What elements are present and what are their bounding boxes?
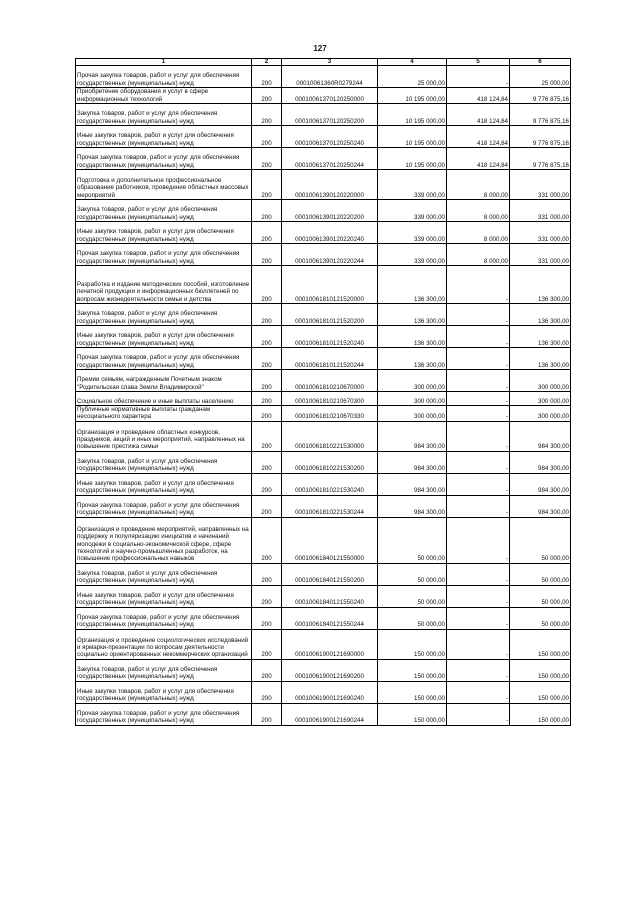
row-remaining-amount: 50 000,00 (510, 563, 571, 585)
row-code: 200 (252, 304, 282, 326)
row-code: 200 (252, 348, 282, 370)
table-row (76, 348, 571, 370)
row-plan-amount: 50 000,00 (378, 563, 447, 585)
row-plan-amount: 339 000,00 (378, 170, 447, 200)
row-remaining-amount: 984 300,00 (510, 451, 571, 473)
row-name: Иные закупки товаров, работ и услуг для обеспечения государственных (муниципальных) нужд (76, 473, 252, 495)
column-header: 3 (282, 59, 378, 66)
row-code: 200 (252, 659, 282, 681)
row-code: 200 (252, 563, 282, 585)
row-executed-amount: - (447, 585, 510, 607)
column-header: 1 (76, 59, 252, 66)
row-remaining-amount: 50 000,00 (510, 517, 571, 563)
row-remaining-amount: 136 300,00 (510, 326, 571, 348)
row-remaining-amount: 136 300,00 (510, 304, 571, 326)
row-kbk: 00010061370120250200 (282, 104, 378, 126)
row-code: 200 (252, 126, 282, 148)
row-name: Организация и проведение областных конкурсов, праздников, акций и иных мероприятий, направленных на повышение престижа семьи (76, 421, 252, 451)
row-kbk: 00010061810210670330 (282, 406, 378, 422)
table-row (76, 104, 571, 126)
row-executed-amount: 8 000,00 (447, 200, 510, 222)
row-remaining-amount: 25 000,00 (510, 66, 571, 88)
table-row (76, 421, 571, 451)
row-name: Иные закупки товаров, работ и услуг для обеспечения государственных (муниципальных) нужд (76, 326, 252, 348)
row-plan-amount: 300 000,00 (378, 370, 447, 392)
row-code: 200 (252, 607, 282, 629)
table-row (76, 244, 571, 266)
row-kbk: 00010061900121690000 (282, 629, 378, 659)
row-code: 200 (252, 473, 282, 495)
row-code: 200 (252, 451, 282, 473)
row-remaining-amount: 984 300,00 (510, 421, 571, 451)
row-remaining-amount: 50 000,00 (510, 585, 571, 607)
row-code: 200 (252, 88, 282, 104)
row-name: Прочая закупка товаров, работ и услуг для обеспечения государственных (муниципальных) нужд (76, 348, 252, 370)
row-executed-amount: 418 124,84 (447, 126, 510, 148)
row-plan-amount: 339 000,00 (378, 244, 447, 266)
row-executed-amount: 418 124,84 (447, 148, 510, 170)
row-kbk: 00010061840121550240 (282, 585, 378, 607)
row-executed-amount: - (447, 703, 510, 725)
row-code: 200 (252, 421, 282, 451)
row-name: Прочая закупка товаров, работ и услуг для обеспечения государственных (муниципальных) нужд (76, 495, 252, 517)
table-row (76, 473, 571, 495)
row-kbk: 00010061810121520240 (282, 326, 378, 348)
row-kbk: 00010061810121520200 (282, 304, 378, 326)
row-kbk: 00010061840121550200 (282, 563, 378, 585)
table-row (76, 406, 571, 422)
row-remaining-amount: 136 300,00 (510, 266, 571, 304)
table-row (76, 681, 571, 703)
row-remaining-amount: 50 000,00 (510, 607, 571, 629)
row-plan-amount: 50 000,00 (378, 517, 447, 563)
table-row (76, 703, 571, 725)
table-row (76, 392, 571, 406)
table-row (76, 607, 571, 629)
row-plan-amount: 339 000,00 (378, 200, 447, 222)
row-code: 200 (252, 266, 282, 304)
table-row (76, 451, 571, 473)
row-remaining-amount: 300 000,00 (510, 392, 571, 406)
row-remaining-amount: 150 000,00 (510, 659, 571, 681)
row-plan-amount: 136 300,00 (378, 266, 447, 304)
row-executed-amount: 8 000,00 (447, 244, 510, 266)
row-executed-amount: - (447, 370, 510, 392)
row-name: Прочая закупка товаров, работ и услуг для обеспечения государственных (муниципальных) нужд (76, 66, 252, 88)
row-code: 200 (252, 66, 282, 88)
row-remaining-amount: 150 000,00 (510, 681, 571, 703)
table-row (76, 266, 571, 304)
row-executed-amount: - (447, 659, 510, 681)
row-kbk: 00010061810121520244 (282, 348, 378, 370)
column-header: 6 (510, 59, 571, 66)
row-code: 200 (252, 370, 282, 392)
table-row (76, 563, 571, 585)
row-plan-amount: 10 195 000,00 (378, 126, 447, 148)
row-plan-amount: 150 000,00 (378, 703, 447, 725)
row-plan-amount: 150 000,00 (378, 681, 447, 703)
row-name: Публичные нормативные выплаты гражданам несоциального характера (76, 406, 252, 422)
row-executed-amount: - (447, 607, 510, 629)
row-code: 200 (252, 495, 282, 517)
row-kbk: 00010061840121550000 (282, 517, 378, 563)
row-code: 200 (252, 703, 282, 725)
table-body (76, 66, 571, 726)
table-row (76, 222, 571, 244)
row-plan-amount: 984 300,00 (378, 451, 447, 473)
row-name: Иные закупки товаров, работ и услуг для обеспечения государственных (муниципальных) нужд (76, 681, 252, 703)
row-kbk: 00010061810210670000 (282, 370, 378, 392)
row-plan-amount: 10 195 000,00 (378, 148, 447, 170)
row-executed-amount: - (447, 348, 510, 370)
row-remaining-amount: 9 776 875,16 (510, 148, 571, 170)
budget-table (75, 58, 571, 726)
row-plan-amount: 150 000,00 (378, 629, 447, 659)
row-name: Премии семьям, награжденным Почетным знаком "Родительская слава Земли Владимирской" (76, 370, 252, 392)
row-executed-amount: - (447, 473, 510, 495)
row-executed-amount: - (447, 495, 510, 517)
row-code: 200 (252, 681, 282, 703)
row-name: Закупка товаров, работ и услуг для обеспечения государственных (муниципальных) нужд (76, 104, 252, 126)
row-name: Социальное обеспечение и иные выплаты населению (76, 392, 252, 406)
row-executed-amount: 8 000,00 (447, 170, 510, 200)
row-name: Иные закупки товаров, работ и услуг для обеспечения государственных (муниципальных) нужд (76, 585, 252, 607)
row-kbk: 00010061810221530240 (282, 473, 378, 495)
row-code: 200 (252, 104, 282, 126)
row-code: 200 (252, 392, 282, 406)
row-remaining-amount: 9 776 875,16 (510, 88, 571, 104)
row-executed-amount: - (447, 629, 510, 659)
row-code: 200 (252, 148, 282, 170)
table-row (76, 170, 571, 200)
row-plan-amount: 984 300,00 (378, 421, 447, 451)
row-executed-amount: 418 124,84 (447, 88, 510, 104)
row-kbk: 00010061370120250240 (282, 126, 378, 148)
row-remaining-amount: 300 000,00 (510, 370, 571, 392)
row-name: Закупка товаров, работ и услуг для обеспечения государственных (муниципальных) нужд (76, 200, 252, 222)
row-kbk: 00010061390120220244 (282, 244, 378, 266)
row-code: 200 (252, 244, 282, 266)
row-plan-amount: 25 000,00 (378, 66, 447, 88)
row-kbk: 00010061900121690200 (282, 659, 378, 681)
row-executed-amount: 418 124,84 (447, 104, 510, 126)
row-name: Закупка товаров, работ и услуг для обеспечения государственных (муниципальных) нужд (76, 659, 252, 681)
row-remaining-amount: 331 000,00 (510, 222, 571, 244)
row-code: 200 (252, 200, 282, 222)
row-plan-amount: 50 000,00 (378, 585, 447, 607)
table-row (76, 126, 571, 148)
row-executed-amount: 8 000,00 (447, 222, 510, 244)
row-remaining-amount: 984 300,00 (510, 495, 571, 517)
row-plan-amount: 136 300,00 (378, 304, 447, 326)
row-remaining-amount: 331 000,00 (510, 200, 571, 222)
row-plan-amount: 10 195 000,00 (378, 104, 447, 126)
row-executed-amount: - (447, 406, 510, 422)
row-kbk: 00010061900121690240 (282, 681, 378, 703)
row-code: 200 (252, 326, 282, 348)
row-kbk: 00010061810210670300 (282, 392, 378, 406)
row-remaining-amount: 984 300,00 (510, 473, 571, 495)
row-name: Иные закупки товаров, работ и услуг для обеспечения государственных (муниципальных) нужд (76, 222, 252, 244)
row-plan-amount: 339 000,00 (378, 222, 447, 244)
row-kbk: 00010061370120250000 (282, 88, 378, 104)
row-executed-amount: - (447, 451, 510, 473)
row-kbk: 00010061390120220200 (282, 200, 378, 222)
table-row (76, 66, 571, 88)
table-row (76, 659, 571, 681)
row-name: Иные закупки товаров, работ и услуг для обеспечения государственных (муниципальных) нужд (76, 126, 252, 148)
row-kbk: 00010061810221530244 (282, 495, 378, 517)
row-name: Прочая закупка товаров, работ и услуг для обеспечения государственных (муниципальных) нужд (76, 244, 252, 266)
table-row (76, 629, 571, 659)
row-executed-amount: - (447, 421, 510, 451)
row-name: Приобретение оборудования и услуг в сфере информационных технологий (76, 88, 252, 104)
page-number: 127 (313, 44, 327, 53)
row-name: Подготовка и дополнительное профессиональное образование работников, проведение областных массовых мероприятий (76, 170, 252, 200)
row-kbk: 00010061840121550244 (282, 607, 378, 629)
row-kbk: 00010061810221530000 (282, 421, 378, 451)
row-name: Закупка товаров, работ и услуг для обеспечения государственных (муниципальных) нужд (76, 563, 252, 585)
row-plan-amount: 984 300,00 (378, 495, 447, 517)
row-executed-amount: - (447, 326, 510, 348)
row-remaining-amount: 136 300,00 (510, 348, 571, 370)
table-row (76, 200, 571, 222)
row-name: Организация и проведение мероприятий, направленных на поддержку и популяризацию инициатив и начинаний молодежи в социально-экономической сфере, сфере технологий и научно-промышленных разработок, на повышение профессиональных навыков (76, 517, 252, 563)
row-code: 200 (252, 406, 282, 422)
row-remaining-amount: 331 000,00 (510, 244, 571, 266)
row-executed-amount: - (447, 563, 510, 585)
row-name: Организация и проведение социологических исследований и ярмарки-презентации по вопросам деятельности социально ориентированных некоммерческих организаций (76, 629, 252, 659)
row-name: Прочая закупка товаров, работ и услуг для обеспечения государственных (муниципальных) нужд (76, 703, 252, 725)
row-kbk: 00010061810121520000 (282, 266, 378, 304)
row-kbk: 00010061390120220240 (282, 222, 378, 244)
row-kbk: 00010061810221530200 (282, 451, 378, 473)
row-name: Закупка товаров, работ и услуг для обеспечения государственных (муниципальных) нужд (76, 304, 252, 326)
row-plan-amount: 10 195 000,00 (378, 88, 447, 104)
row-plan-amount: 136 300,00 (378, 348, 447, 370)
row-name: Прочая закупка товаров, работ и услуг для обеспечения государственных (муниципальных) нужд (76, 607, 252, 629)
table-row (76, 326, 571, 348)
column-header: 5 (447, 59, 510, 66)
row-executed-amount: - (447, 392, 510, 406)
row-plan-amount: 300 000,00 (378, 392, 447, 406)
row-kbk: 00010061370120250244 (282, 148, 378, 170)
row-remaining-amount: 9 776 875,16 (510, 126, 571, 148)
row-code: 200 (252, 170, 282, 200)
table-row (76, 495, 571, 517)
row-remaining-amount: 150 000,00 (510, 629, 571, 659)
row-kbk: 00010061390120220000 (282, 170, 378, 200)
row-name: Разработка и издание методических пособий, изготовление печатной продукции и информационных бюллетеней по вопросам жизнедеятельности семьи и детства (76, 266, 252, 304)
row-code: 200 (252, 585, 282, 607)
row-remaining-amount: 331 000,00 (510, 170, 571, 200)
row-kbk: 00010061360R0279244 (282, 66, 378, 88)
table-row (76, 148, 571, 170)
table-row (76, 370, 571, 392)
row-executed-amount: - (447, 681, 510, 703)
row-executed-amount: - (447, 66, 510, 88)
row-executed-amount: - (447, 517, 510, 563)
row-kbk: 00010061900121690244 (282, 703, 378, 725)
row-executed-amount: - (447, 304, 510, 326)
table-row (76, 88, 571, 104)
row-executed-amount: - (447, 266, 510, 304)
row-remaining-amount: 150 000,00 (510, 703, 571, 725)
row-plan-amount: 984 300,00 (378, 473, 447, 495)
row-plan-amount: 150 000,00 (378, 659, 447, 681)
column-header: 4 (378, 59, 447, 66)
row-remaining-amount: 300 000,00 (510, 406, 571, 422)
row-remaining-amount: 9 776 875,16 (510, 104, 571, 126)
table-row (76, 304, 571, 326)
table-row (76, 517, 571, 563)
row-name: Закупка товаров, работ и услуг для обеспечения государственных (муниципальных) нужд (76, 451, 252, 473)
row-plan-amount: 300 000,00 (378, 406, 447, 422)
header-row (76, 59, 571, 66)
row-plan-amount: 50 000,00 (378, 607, 447, 629)
table-row (76, 585, 571, 607)
row-plan-amount: 136 300,00 (378, 326, 447, 348)
row-code: 200 (252, 222, 282, 244)
row-name: Прочая закупка товаров, работ и услуг для обеспечения государственных (муниципальных) нужд (76, 148, 252, 170)
column-header: 2 (252, 59, 282, 66)
row-code: 200 (252, 629, 282, 659)
row-code: 200 (252, 517, 282, 563)
